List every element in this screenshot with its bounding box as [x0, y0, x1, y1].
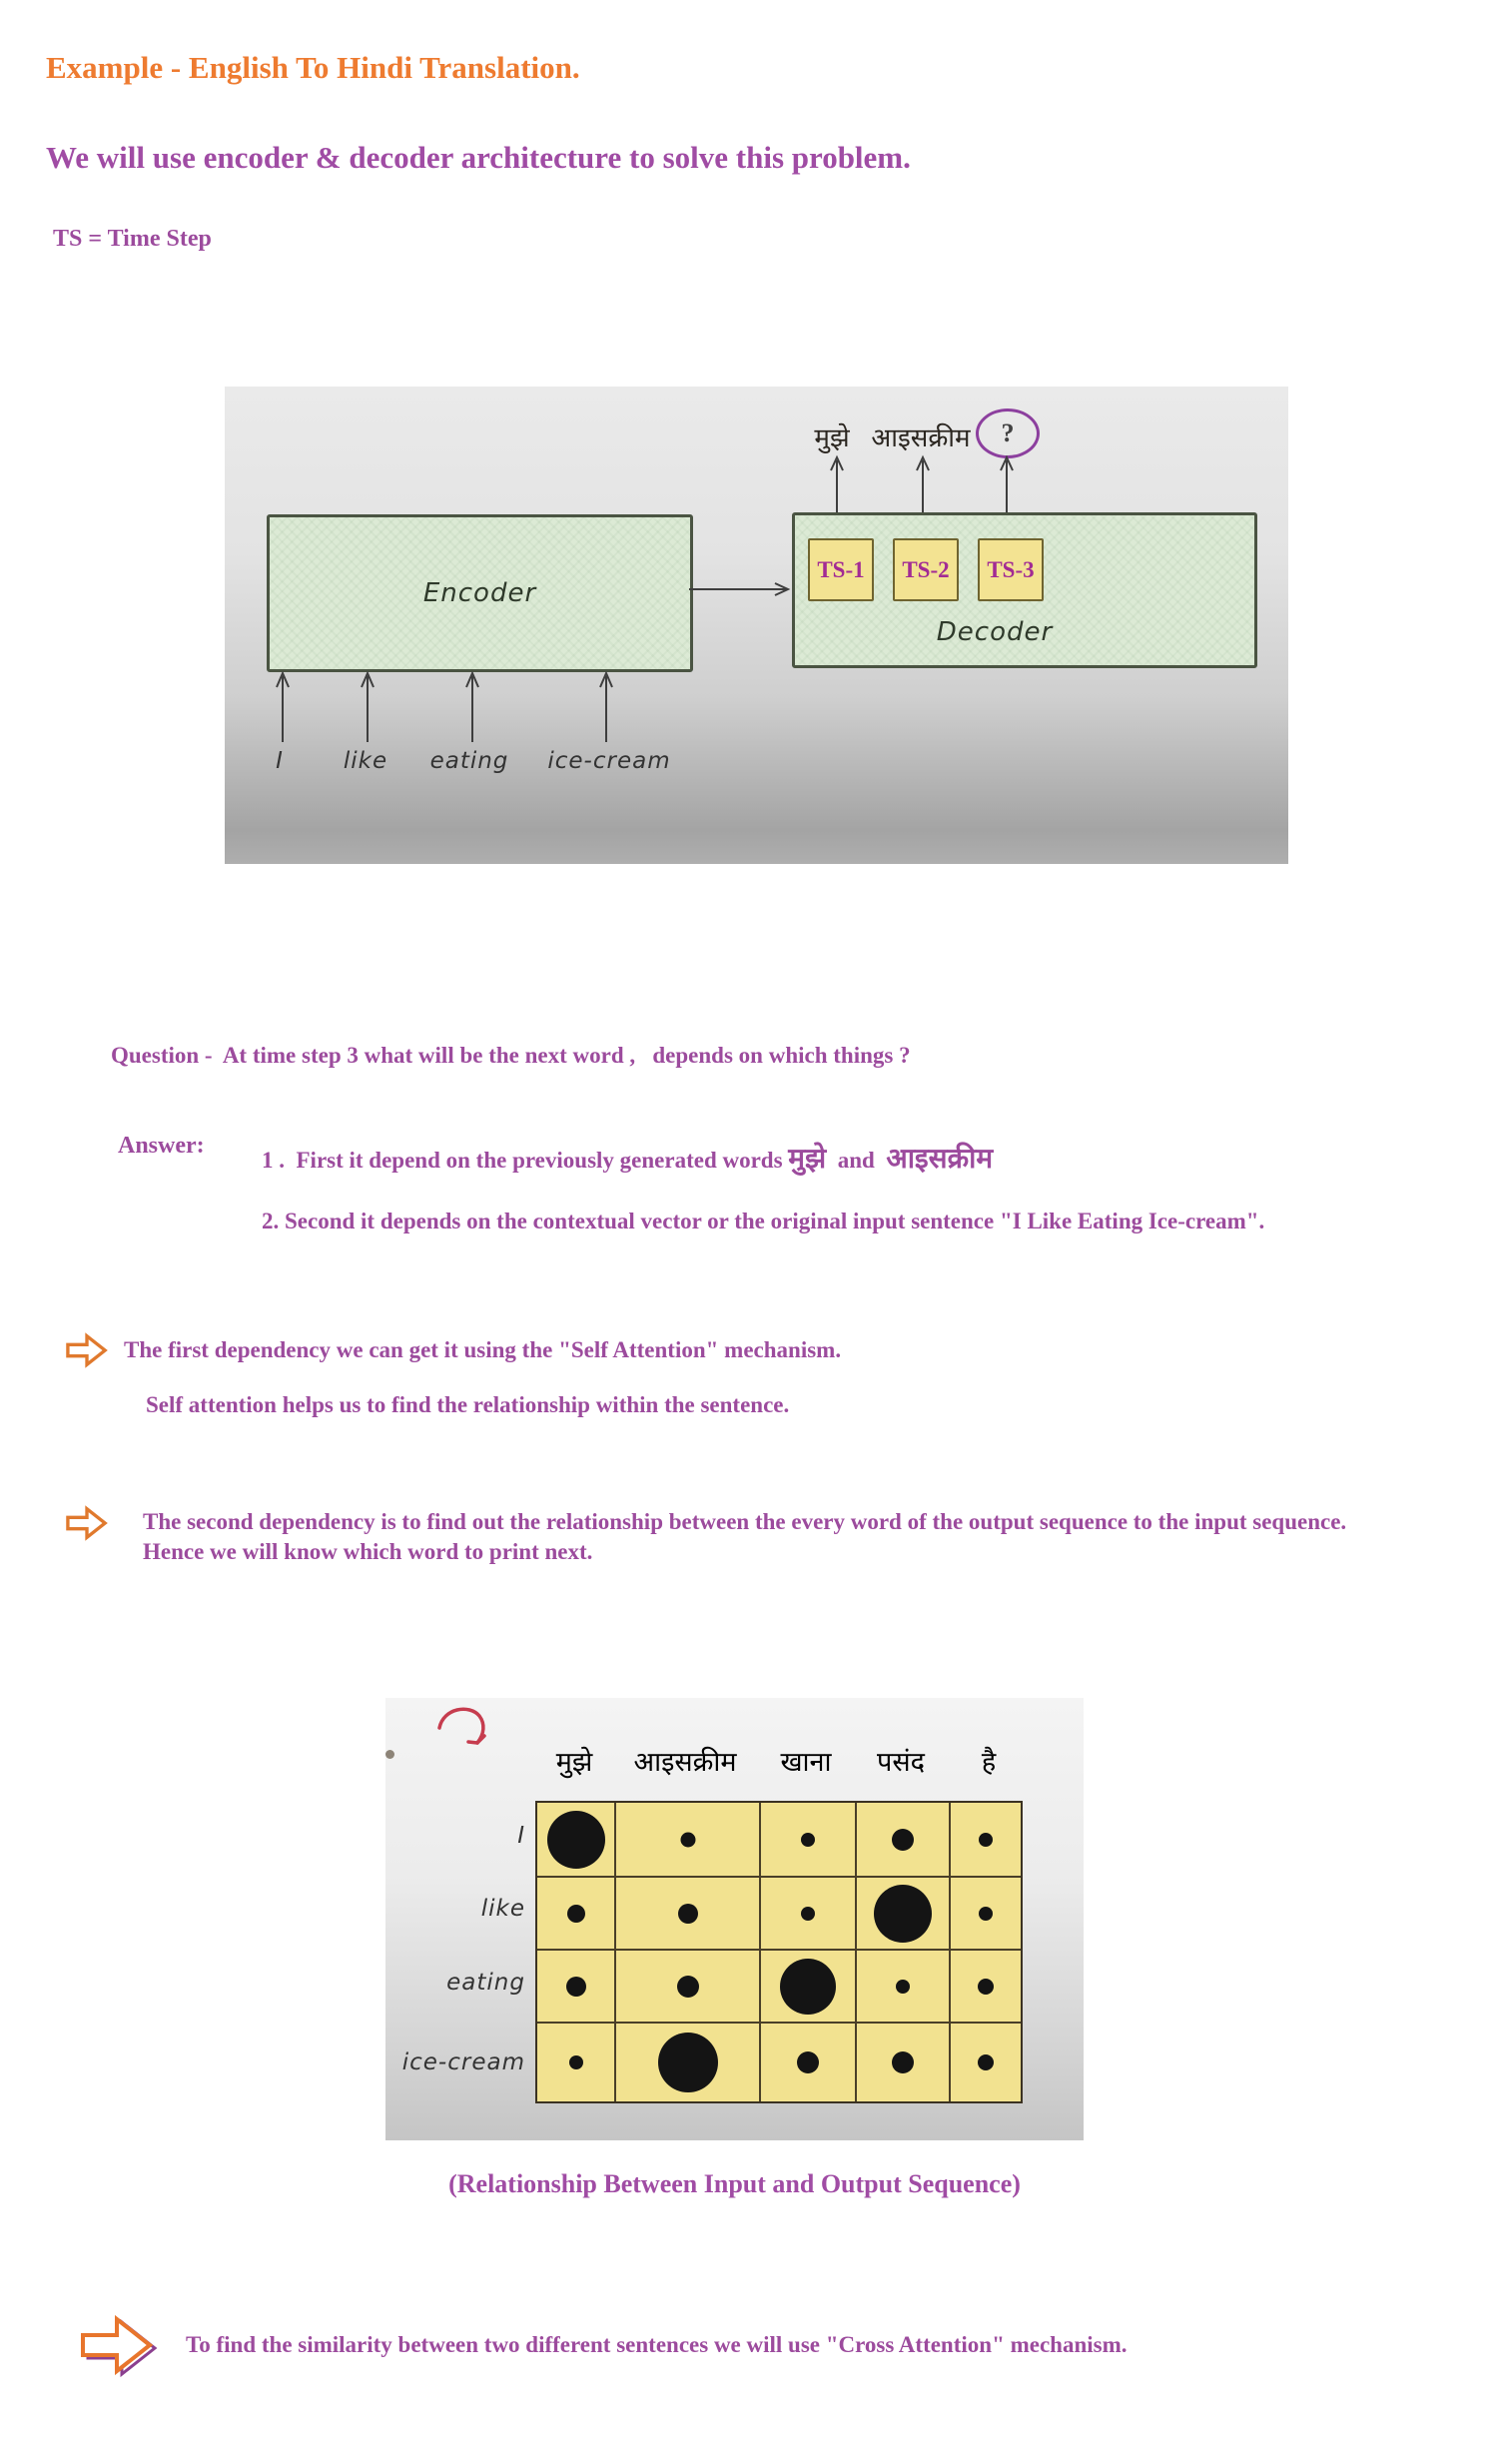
attention-dot-r1c5 — [979, 1833, 993, 1847]
up-arrow-icon — [276, 670, 290, 744]
answer-point-2: 2. Second it depends on the contextual vector or the original input sentence "I Like Eating Ice-cream". — [262, 1209, 1265, 1233]
input-word-1: I — [276, 748, 284, 774]
question-mark: ? — [1001, 418, 1015, 447]
timestep-chip-2 — [893, 538, 959, 601]
note-second-dependency: The second dependency is to find out the relationship between the every word of the output sequence to the input sequence. Hence we will know which word to print next. — [143, 1509, 1347, 1564]
grid-column-line — [759, 1803, 761, 2101]
attention-dot-r3c1 — [566, 1977, 586, 1997]
attention-dot-r1c3 — [801, 1833, 815, 1847]
orange-block-arrow-icon — [66, 1332, 108, 1368]
bullet-dot — [385, 1750, 394, 1759]
matrix-row-label-3: eating — [446, 1970, 525, 1996]
decoder-label: Decoder — [936, 617, 1054, 647]
up-arrow-icon — [361, 670, 375, 744]
input-word-4: ice-cream — [547, 748, 671, 774]
answer-point-1 — [262, 1139, 993, 1177]
up-arrow-icon — [916, 454, 930, 514]
decoder-output-word-1: मुझे — [814, 423, 850, 453]
timestep-label-2: TS-2 — [902, 556, 950, 582]
attention-dot-r4c2 — [658, 2033, 718, 2092]
right-arrow-icon — [689, 581, 791, 597]
attention-dot-r2c1 — [567, 1905, 585, 1923]
matrix-caption: (Relationship Between Input and Output Sequence) — [448, 2169, 1021, 2198]
up-arrow-icon — [1000, 454, 1014, 514]
attention-dot-r2c5 — [979, 1907, 993, 1921]
answer-hindi-word-1: मुझे — [788, 1142, 827, 1175]
cross-attention-note: To find the similarity between two different sentences we will use "Cross Attention" mechanism. — [186, 2332, 1128, 2357]
orange-purple-block-arrow-icon — [80, 2313, 160, 2379]
matrix-row-label-4: ice-cream — [401, 2049, 525, 2075]
matrix-row-label-1: I — [517, 1823, 525, 1849]
input-word-3: eating — [429, 748, 509, 774]
grid-row-line — [537, 1949, 1021, 1951]
page-title: Example - English To Hindi Translation. — [46, 50, 580, 85]
up-arrow-icon — [599, 670, 613, 744]
input-word-2: like — [343, 748, 388, 774]
ts-abbreviation-note: TS = Time Step — [53, 226, 212, 252]
attention-dot-r3c2 — [677, 1976, 699, 1998]
encoder-decoder-diagram — [225, 387, 1288, 864]
red-curved-arrow-icon — [433, 1702, 495, 1758]
decoder-output-word-2: आइसक्रीम — [871, 423, 971, 453]
matrix-col-header-4: पसंद — [877, 1747, 925, 1777]
encoder-label: Encoder — [422, 578, 537, 608]
unknown-next-word-circle — [976, 408, 1040, 458]
orange-block-arrow-icon — [66, 1505, 108, 1541]
timestep-label-3: TS-3 — [987, 556, 1035, 582]
timestep-chip-3 — [978, 538, 1044, 601]
answer-hindi-word-2: आइसक्रीम — [886, 1142, 994, 1175]
timestep-chip-1 — [808, 538, 874, 601]
attention-dot-r1c1 — [547, 1811, 605, 1869]
attention-dot-r3c5 — [978, 1979, 994, 1995]
attention-dot-r2c2 — [678, 1904, 698, 1924]
attention-grid — [535, 1801, 1023, 2103]
answer-label: Answer: — [118, 1133, 205, 1159]
attention-dot-r4c5 — [978, 2054, 994, 2070]
attention-dot-r2c4 — [874, 1885, 932, 1943]
note-self-attention-line1: The first dependency we can get it using the "Self Attention" mechanism. — [124, 1337, 842, 1362]
answer-point-1-text: 1 . First it depend on the previously generated words — [262, 1148, 789, 1173]
attention-matrix-diagram — [385, 1698, 1084, 2140]
up-arrow-icon — [465, 670, 479, 744]
matrix-row-label-2: like — [480, 1896, 525, 1922]
grid-row-line — [537, 1876, 1021, 1878]
attention-dot-r4c1 — [569, 2055, 583, 2069]
grid-column-line — [614, 1803, 616, 2101]
encoder-box — [267, 514, 693, 672]
attention-dot-r1c4 — [892, 1829, 914, 1851]
matrix-col-header-5: है — [981, 1747, 997, 1777]
decoder-box — [792, 512, 1257, 668]
up-arrow-icon — [830, 454, 844, 514]
grid-column-line — [855, 1803, 857, 2101]
question-text: Question - At time step 3 what will be the next word , depends on which things ? — [111, 1043, 911, 1068]
matrix-col-header-3: खाना — [780, 1747, 832, 1777]
attention-dot-r2c3 — [801, 1907, 815, 1921]
answer-and: and — [826, 1148, 887, 1173]
matrix-col-header-2: आइसक्रीम — [633, 1747, 737, 1777]
grid-row-line — [537, 2022, 1021, 2024]
grid-column-line — [949, 1803, 951, 2101]
attention-dot-r4c3 — [797, 2051, 819, 2073]
attention-dot-r4c4 — [892, 2051, 914, 2073]
note-self-attention-line2: Self attention helps us to find the relationship within the sentence. — [146, 1392, 790, 1417]
page-subtitle: We will use encoder & decoder architecture to solve this problem. — [46, 140, 911, 175]
matrix-col-header-1: मुझे — [555, 1747, 593, 1777]
timestep-label-1: TS-1 — [817, 556, 865, 582]
attention-dot-r1c2 — [680, 1833, 695, 1848]
attention-dot-r3c4 — [896, 1980, 910, 1994]
attention-dot-r3c3 — [780, 1959, 836, 2015]
